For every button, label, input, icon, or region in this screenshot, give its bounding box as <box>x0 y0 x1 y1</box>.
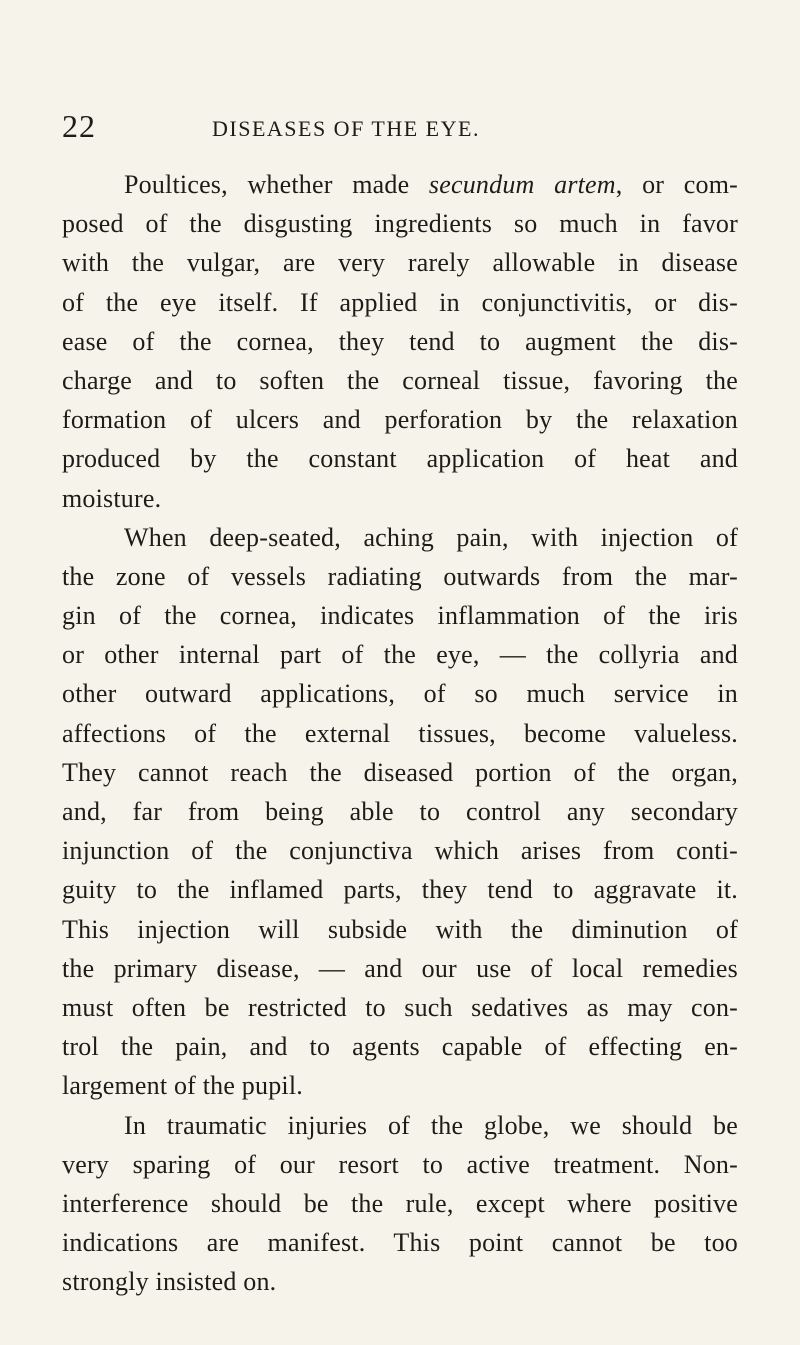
text-line: indications are manifest. This point cannot be too <box>62 1228 738 1258</box>
paragraph-2 <box>62 518 738 1106</box>
body-text <box>62 165 738 1301</box>
latin-phrase: secundum artem <box>428 170 616 199</box>
text-line: guity to the inflamed parts, they tend to aggravate it. <box>62 875 738 905</box>
text-line: the primary disease, — and our use of local remedies <box>62 953 738 983</box>
text-line: injunction of the conjunctiva which arises from conti- <box>62 836 738 866</box>
text-line: and, far from being able to control any secondary <box>62 797 738 826</box>
text-line: largement of the pupil. <box>62 1071 303 1101</box>
text-line: charge and to soften the corneal tissue, favoring the <box>62 365 738 395</box>
text-line: strongly insisted on. <box>62 1267 277 1297</box>
text-line: They cannot reach the diseased portion of the organ, <box>62 757 738 787</box>
text-line: ease of the cornea, they tend to augment the dis- <box>62 326 738 356</box>
running-title: DISEASES OF THE EYE. <box>212 116 480 141</box>
text-line: This injection will subside with the diminution of <box>62 914 738 944</box>
running-head <box>62 108 742 148</box>
text-line: very sparing of our resort to active treatment. Non- <box>62 1149 738 1179</box>
text-line: Poultices, whether made secundum artem, or com- <box>124 170 738 199</box>
page-number: 22 <box>62 108 96 144</box>
text-line: or other internal part of the eye, — the collyria and <box>62 640 738 670</box>
text-line: the zone of vessels radiating outwards from the mar- <box>62 561 738 591</box>
text-line: In traumatic injuries of the globe, we should be <box>124 1110 738 1140</box>
text-line: other outward applications, of so much service in <box>62 679 738 709</box>
text-line: affections of the external tissues, become valueless. <box>62 718 738 748</box>
text-line: When deep-seated, aching pain, with injection of <box>124 522 738 552</box>
text-line: must often be restricted to such sedatives as may con- <box>62 992 738 1022</box>
text-line: posed of the disgusting ingredients so much in favor <box>62 209 738 239</box>
text-line: gin of the cornea, indicates inflammation of the iris <box>62 601 738 631</box>
text-line: produced by the constant application of heat and <box>62 444 738 474</box>
text-line: with the vulgar, are very rarely allowable in disease <box>62 248 738 278</box>
text-line: interference should be the rule, except where positive <box>62 1188 738 1218</box>
text-line: trol the pain, and to agents capable of effecting en- <box>62 1032 738 1062</box>
text-line: formation of ulcers and perforation by the relaxation <box>62 405 738 435</box>
paragraph-1 <box>62 165 738 518</box>
text-line: of the eye itself. If applied in conjunctivitis, or dis- <box>62 287 738 317</box>
paragraph-3 <box>62 1106 738 1302</box>
text-line: moisture. <box>62 483 162 513</box>
